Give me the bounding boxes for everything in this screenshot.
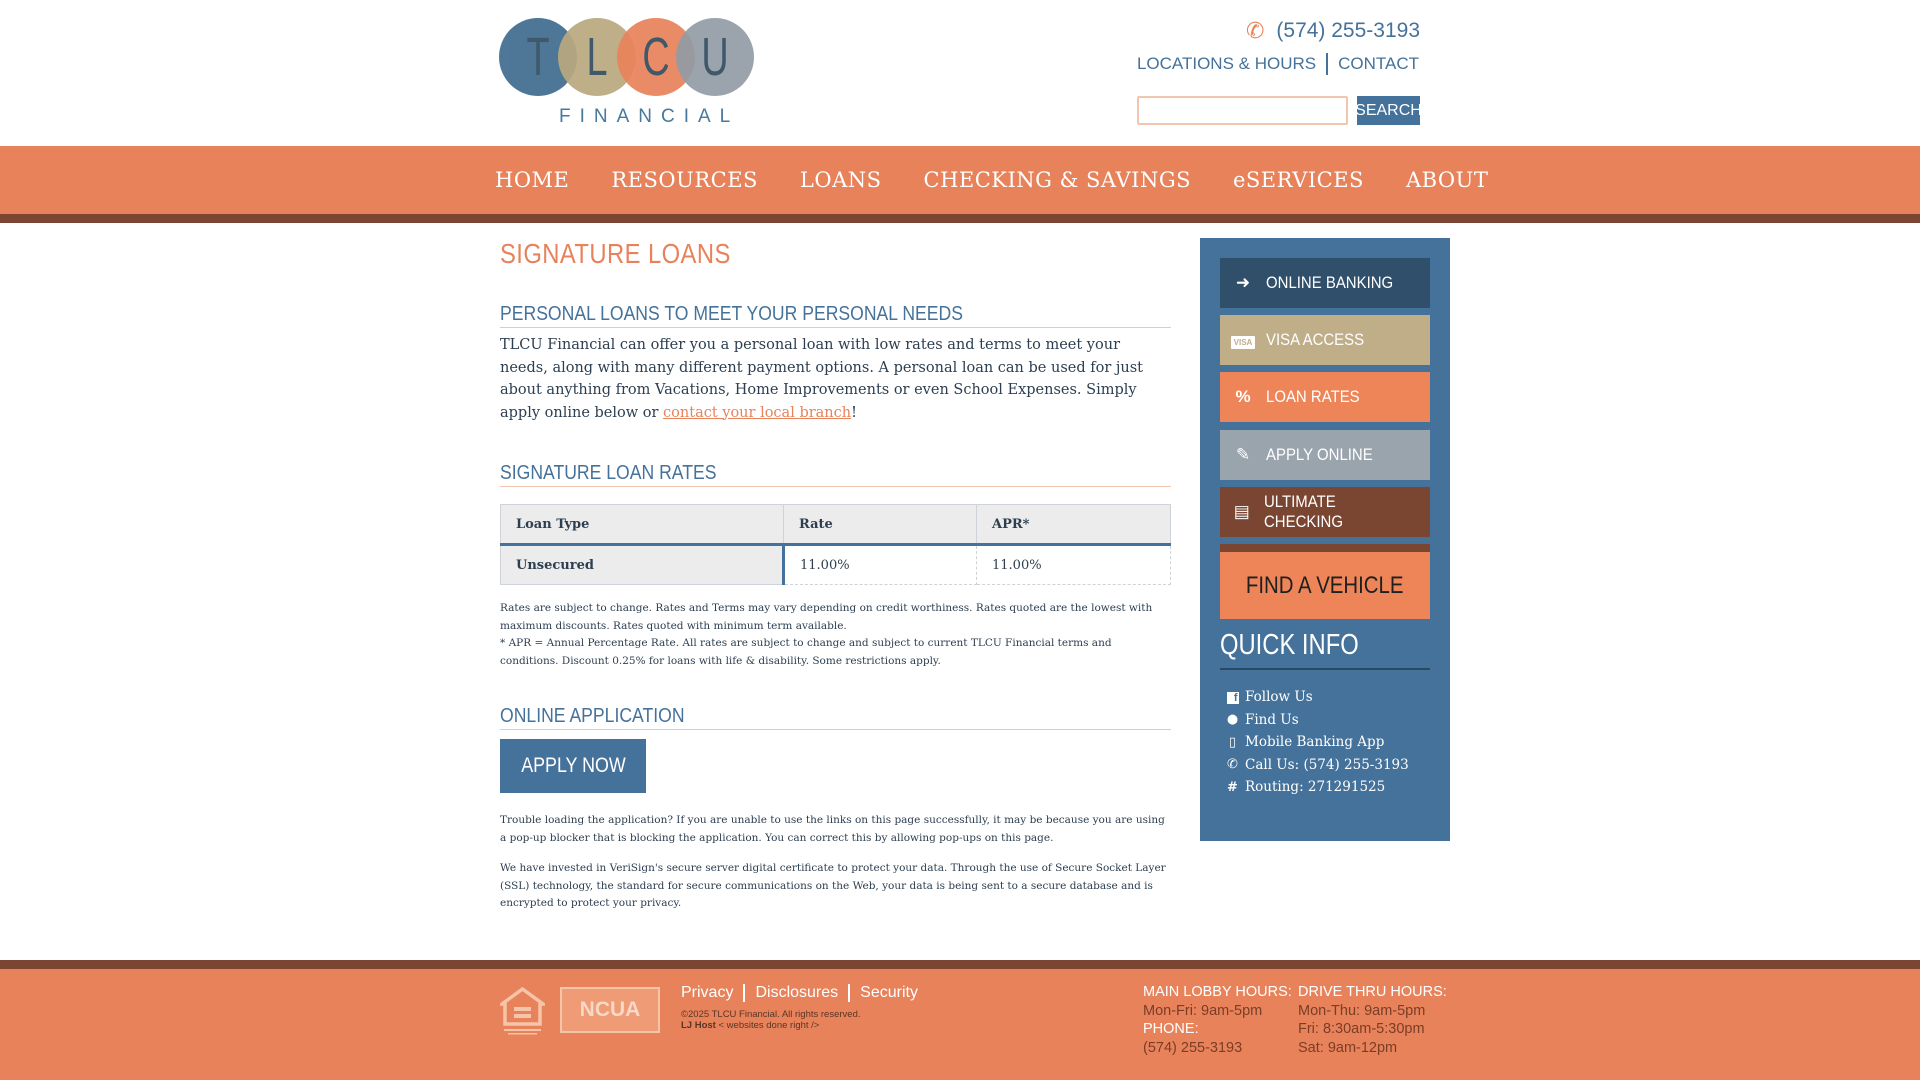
- page-title: SIGNATURE LOANS: [500, 238, 731, 269]
- disclosures-link[interactable]: Disclosures: [755, 984, 839, 1001]
- find-vehicle-button[interactable]: FIND A VEHICLE: [1220, 544, 1430, 619]
- locations-hours-link[interactable]: LOCATIONS & HOURS: [1136, 54, 1317, 73]
- table-header-row: [501, 505, 1171, 545]
- logo-circle-t: T: [499, 18, 577, 96]
- col-rate: Rate: [784, 505, 977, 545]
- tlcu-logo[interactable]: [499, 18, 753, 130]
- nav-bottom-stripe: [0, 214, 1920, 223]
- intro-paragraph: TLCU Financial can offer you a personal loan with low rates and terms to meet your needs, along with many different payment options. A personal loan can be used for just about anything from Vacations, Home Improvements or even School Expenses. Simply apply online below or contact your local branch!: [500, 337, 1143, 421]
- ncua-logo: NCUA: [560, 987, 660, 1033]
- col-apr: APR*: [977, 505, 1171, 545]
- hashtag-icon: #: [1227, 779, 1238, 795]
- site-footer: [0, 969, 1920, 1080]
- apply-now-button[interactable]: APPLY NOW: [500, 739, 646, 793]
- rate-cell: 11.00%: [784, 545, 977, 585]
- nav-item-resources[interactable]: RESOURCES: [611, 168, 758, 192]
- loan-rates-table: [500, 504, 1171, 585]
- list-item[interactable]: ✆ Call Us: (574) 255-3193: [1220, 754, 1430, 777]
- nav-item-loans[interactable]: LOANS: [799, 168, 882, 192]
- contact-link[interactable]: CONTACT: [1338, 54, 1419, 73]
- site-header: [0, 0, 1920, 146]
- trouble-loading-text: Trouble loading the application? If you are unable to use the links on this page successfully, it may be because you are using a pop-up blocker that is blocking the application. You can correct this by allowing pop-ups on this page.: [500, 814, 1165, 844]
- visa-access-button[interactable]: VISA VISA ACCESS: [1220, 315, 1430, 365]
- phone-icon: ✆: [1227, 757, 1238, 773]
- nav-item-home[interactable]: HOME: [495, 168, 570, 192]
- header-utility-links: [1137, 53, 1419, 75]
- checkbook-icon: ▤: [1233, 502, 1250, 521]
- footer-top-stripe: [0, 960, 1920, 969]
- apr-cell: 11.00%: [977, 545, 1171, 585]
- security-link[interactable]: Security: [860, 984, 918, 1001]
- search-input[interactable]: [1137, 96, 1348, 125]
- ultimate-checking-button[interactable]: ▤ ULTIMATE CHECKING: [1220, 487, 1430, 537]
- quick-info-list: [1220, 686, 1430, 799]
- online-application-heading: ONLINE APPLICATION: [500, 705, 1171, 730]
- visa-card-icon: VISA: [1220, 330, 1266, 350]
- table-row: [501, 545, 1171, 585]
- facebook-icon: f: [1220, 690, 1245, 705]
- loan-rates-heading: SIGNATURE LOAN RATES: [500, 462, 1171, 487]
- nav-item-about[interactable]: ABOUT: [1405, 168, 1489, 192]
- logo-circle-c: C: [617, 18, 695, 96]
- copyright: ©2025 TLCU Financial. All rights reserved. LJ Host < websites done right />: [681, 1009, 861, 1031]
- link-divider: [1326, 53, 1328, 75]
- edit-icon: ✎: [1235, 445, 1251, 464]
- sidebar: [1200, 238, 1450, 841]
- drive-thru-hours: DRIVE THRU HOURS: Mon-Thu: 9am-5pm Fri: 8:30am-5:30pm Sat: 9am-12pm: [1298, 984, 1447, 1056]
- map-marker-icon: ●: [1226, 712, 1239, 728]
- rates-note: Rates are subject to change. Rates and Terms may vary depending on credit worthiness. Rates quoted are the lowest with maximum discounts. Rates quoted with minimum term available.: [500, 602, 1153, 632]
- list-item[interactable]: f Follow Us: [1220, 686, 1430, 709]
- sign-in-icon: ➜: [1235, 273, 1251, 292]
- developer-credit[interactable]: LJ Host < websites done right />: [681, 1020, 820, 1031]
- apr-note: * APR = Annual Percentage Rate. All rates are subject to change and subject to current TLCU Financial terms and conditions. Discount 0.25% for loans with life & disability. Some restrictions apply.: [500, 637, 1112, 667]
- header-phone-number: (574) 255-3193: [1276, 19, 1420, 42]
- online-banking-button[interactable]: ➜ ONLINE BANKING: [1220, 258, 1430, 308]
- main-content: [500, 238, 1171, 913]
- loan-type-cell: Unsecured: [501, 545, 784, 585]
- logo-circle-l: L: [558, 18, 636, 96]
- main-nav: [0, 146, 1920, 214]
- contact-branch-link[interactable]: contact your local branch: [663, 404, 852, 421]
- col-loan-type: Loan Type: [501, 505, 784, 545]
- personal-loans-heading: PERSONAL LOANS TO MEET YOUR PERSONAL NEEDS: [500, 303, 1171, 328]
- list-item[interactable]: ▯ Mobile Banking App: [1220, 731, 1430, 754]
- list-item: # Routing: 271291525: [1220, 776, 1430, 799]
- footer-links: [681, 984, 918, 1002]
- search-button[interactable]: SEARCH: [1357, 96, 1420, 125]
- ssl-text: We have invested in VeriSign's secure server digital certificate to protect your data. Through the use of Secure Socket Layer (SSL) technology, the standard for secure communications on the Web, your data is being sent to a secure database and is encrypted to protect your privacy.: [500, 862, 1166, 909]
- quick-info-title: QUICK INFO: [1220, 629, 1430, 670]
- equal-housing-icon: [500, 987, 545, 1035]
- header-phone[interactable]: [1246, 18, 1420, 44]
- nav-item-eservices[interactable]: eSERVICES: [1232, 168, 1364, 192]
- privacy-link[interactable]: Privacy: [681, 984, 734, 1001]
- list-item[interactable]: ● Find Us: [1220, 709, 1430, 732]
- loan-rates-button[interactable]: % LOAN RATES: [1220, 372, 1430, 422]
- apply-online-button[interactable]: ✎ APPLY ONLINE: [1220, 430, 1430, 480]
- logo-circle-u: U: [676, 18, 754, 96]
- main-lobby-hours: MAIN LOBBY HOURS: Mon-Fri: 9am-5pm PHONE: (574) 255-3193: [1143, 984, 1292, 1056]
- link-divider: [743, 984, 745, 1002]
- percent-icon: %: [1235, 387, 1251, 406]
- logo-subtitle: FINANCIAL: [559, 106, 740, 127]
- phone-icon: ✆: [1245, 18, 1265, 43]
- link-divider: [848, 984, 850, 1002]
- mobile-icon: ▯: [1228, 734, 1237, 750]
- nav-item-checking-savings[interactable]: CHECKING & SAVINGS: [923, 168, 1191, 192]
